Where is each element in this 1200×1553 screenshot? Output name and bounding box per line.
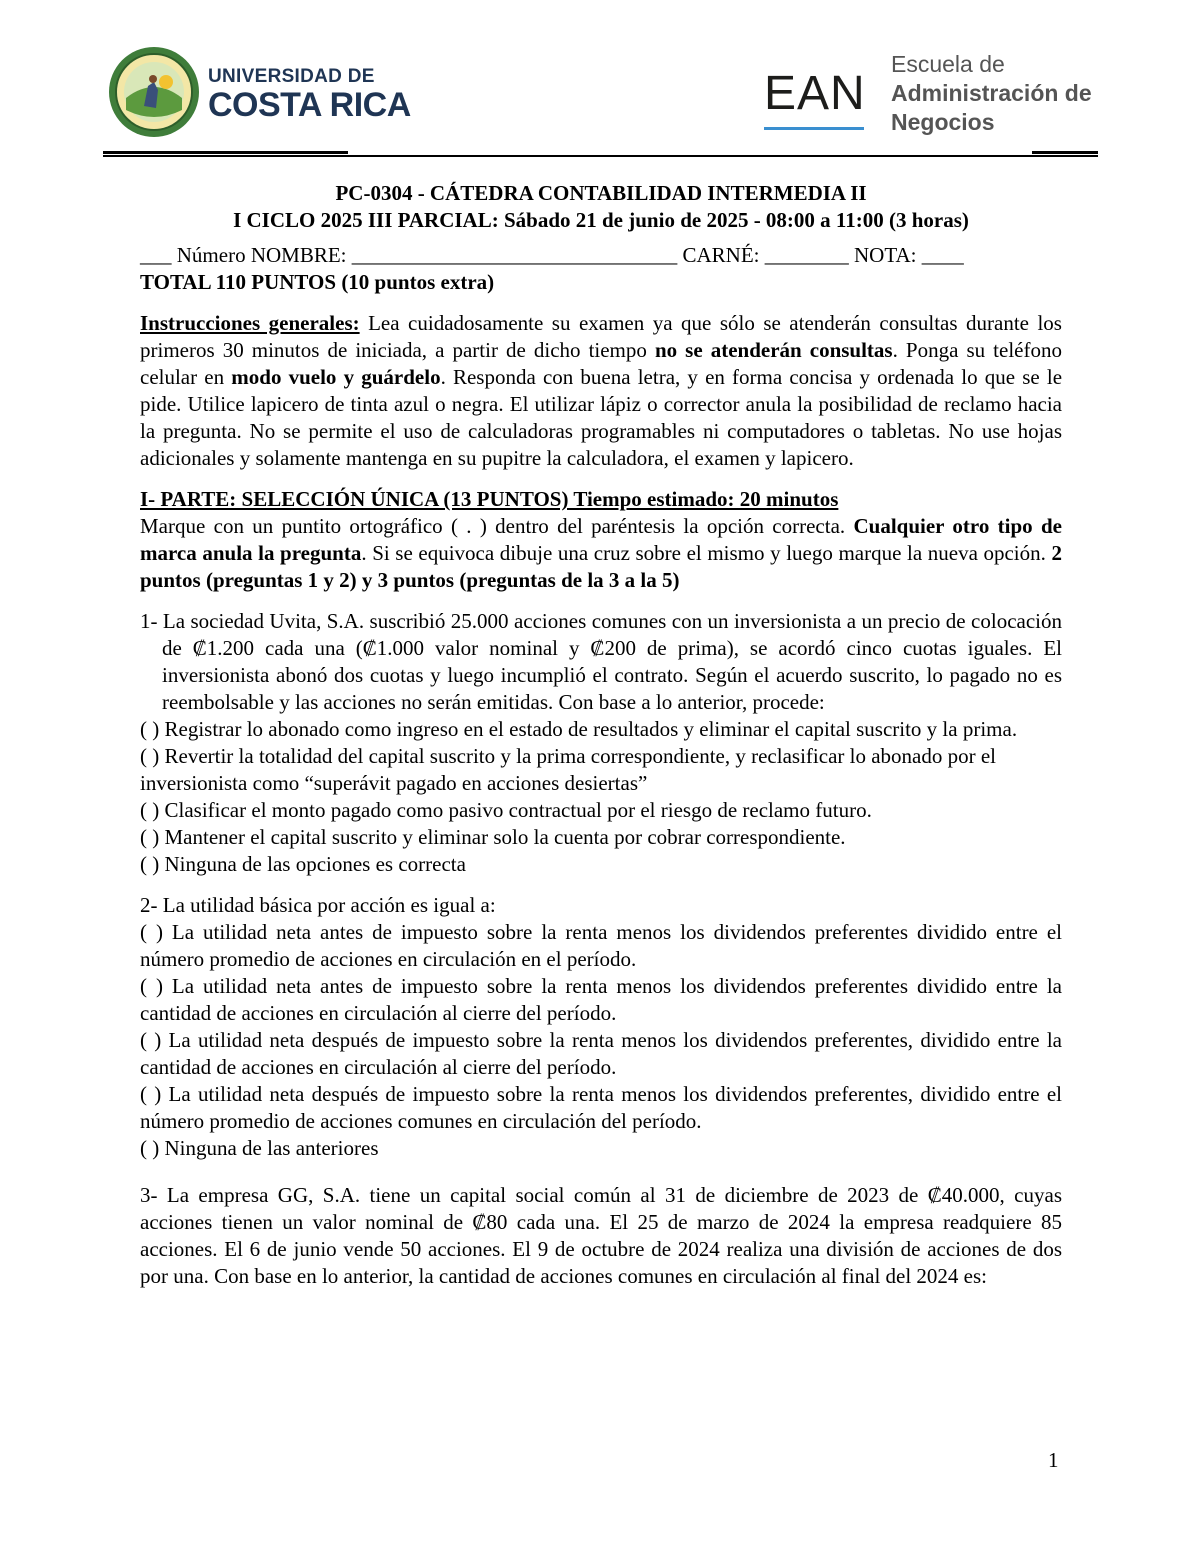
ean-logo-underline: [764, 127, 864, 130]
question-3-stem: 3- La empresa GG, S.A. tiene un capital social común al 31 de diciembre de 2023 de ₡40.000, cuyas acciones tienen un valor nominal de ₡80 cada una. El 25 de marzo de 2024 la empresa readquiere 85 acciones. El 6 de junio vende 50 acciones. El 9 de octubre de 2024 realiza una división de acciones de dos por una. Con base en lo anterior, la cantidad de acciones comunes en circulación al final del 2024 es:: [140, 1183, 1062, 1288]
question-2-option[interactable]: ( ) La utilidad neta después de impuesto sobre la renta menos los dividendos preferentes, dividido entre el número promedio de acciones comunes en circulación del período.: [140, 1082, 1062, 1133]
question-2-option[interactable]: ( ) La utilidad neta antes de impuesto sobre la renta menos los dividendos preferentes dividido entre la cantidad de acciones en circulación al cierre del período.: [140, 974, 1062, 1025]
part1-text-2: . Si se equivoca dibuje una cruz sobre el mismo y luego marque la nueva opción.: [361, 541, 1052, 565]
exam-content: [140, 180, 1062, 1290]
ean-school-line1: Escuela de: [891, 51, 1005, 77]
ucr-wordmark-line1: UNIVERSIDAD DE: [208, 66, 375, 87]
total-points: TOTAL 110 PUNTOS (10 puntos extra): [140, 270, 495, 294]
instructions-label: Instrucciones generales:: [140, 311, 360, 335]
page-number: 1: [1048, 1448, 1059, 1472]
question-1-option[interactable]: ( ) Mantener el capital suscrito y eliminar solo la cuenta por cobrar correspondiente.: [140, 825, 846, 849]
ean-school-name: [891, 50, 1092, 137]
question-1-option[interactable]: ( ) Clasificar el monto pagado como pasivo contractual por el riesgo de reclamo futuro.: [140, 798, 872, 822]
ucr-wordmark: [208, 66, 411, 122]
part1-instructions: [140, 513, 1062, 594]
question-2-stem: 2- La utilidad básica por acción es igual a:: [140, 893, 496, 917]
ean-school-line3: Negocios: [891, 109, 995, 135]
header-rule-accent-left: [103, 151, 348, 154]
instructions-text-3: . Responda con buena letra, y en forma concisa y ordenada lo que se le pide. Utilice lapicero de tinta azul o negra. El utilizar lápiz o corrector anula la posibilidad de reclamo hacia la pregunta. No se permite el uso de calculadoras programables ni computadores o tabletas. No use hojas adicionales y solamente mantenga en su pupitre la calculadora, el examen y lapicero.: [140, 365, 1063, 470]
question-2-option[interactable]: ( ) Ninguna de las anteriores: [140, 1136, 379, 1160]
general-instructions: [140, 310, 1062, 472]
instructions-text-1: Lea cuidadosamente su examen ya que sólo se atenderán consultas durante los primeros 30 minutos de iniciada, a partir de dicho tiempo: [140, 311, 1062, 362]
question-1-option[interactable]: ( ) Registrar lo abonado como ingreso en el estado de resultados y eliminar el capital suscrito y la prima.: [140, 717, 1018, 741]
ean-logo: EAN: [764, 67, 866, 120]
header-rule-accent-right: [1032, 151, 1098, 154]
instructions-bold-2: modo vuelo y guárdelo: [231, 365, 441, 389]
part1-text-1: Marque con un puntito ortográfico ( . ) dentro del paréntesis la opción correcta.: [140, 514, 854, 538]
question-1-option[interactable]: ( ) Revertir la totalidad del capital suscrito y la prima correspondiente, y reclasificar lo abonado por el inversionista como “superávit pagado en acciones desiertas”: [140, 744, 997, 795]
ucr-wordmark-line2: COSTA RICA: [208, 86, 411, 124]
question-2-option[interactable]: ( ) La utilidad neta después de impuesto sobre la renta menos los dividendos preferentes, dividido entre la cantidad de acciones en circulación al cierre del período.: [140, 1028, 1062, 1079]
ucr-seal-logo: [108, 46, 200, 138]
page-header: [0, 0, 1200, 160]
part1-heading: I- PARTE: SELECCIÓN ÚNICA (13 PUNTOS) Tiempo estimado: 20 minutos: [140, 487, 839, 511]
instructions-text-2: . Ponga su teléfono celular en: [140, 338, 1062, 389]
question-1-option[interactable]: ( ) Ninguna de las opciones es correcta: [140, 852, 466, 876]
part1-bold-2: 2 puntos (preguntas 1 y 2) y 3 puntos (preguntas de la 3 a la 5): [140, 541, 1062, 592]
exam-subtitle: I CICLO 2025 III PARCIAL: Sábado 21 de junio de 2025 - 08:00 a 11:00 (3 horas): [233, 208, 969, 232]
ean-school-line2: Administración de: [891, 80, 1092, 106]
student-info-line: ___ Número NOMBRE: _______________________________ CARNÉ: ________ NOTA: ____: [140, 243, 964, 267]
question-2-option[interactable]: ( ) La utilidad neta antes de impuesto sobre la renta menos los dividendos preferentes dividido entre el número promedio de acciones en circulación en el período.: [140, 920, 1062, 971]
part1-bold-1: Cualquier otro tipo de marca anula la pregunta: [140, 514, 1062, 565]
header-divider: [103, 155, 1098, 157]
instructions-bold-1: no se atenderán consultas: [654, 338, 893, 362]
exam-title: PC-0304 - CÁTEDRA CONTABILIDAD INTERMEDIA II: [335, 181, 867, 205]
question-1-stem: 1- La sociedad Uvita, S.A. suscribió 25.000 acciones comunes con un inversionista a un precio de colocación de ₡1.200 cada una (₡1.000 valor nominal y ₡200 de prima), se acordó cinco cuotas iguales. El inversionista abonó dos cuotas y luego incumplió el contrato. Según el acuerdo suscrito, lo pagado no es reembolsable y las acciones no serán emitidas. Con base a lo anterior, procede:: [140, 609, 1062, 714]
